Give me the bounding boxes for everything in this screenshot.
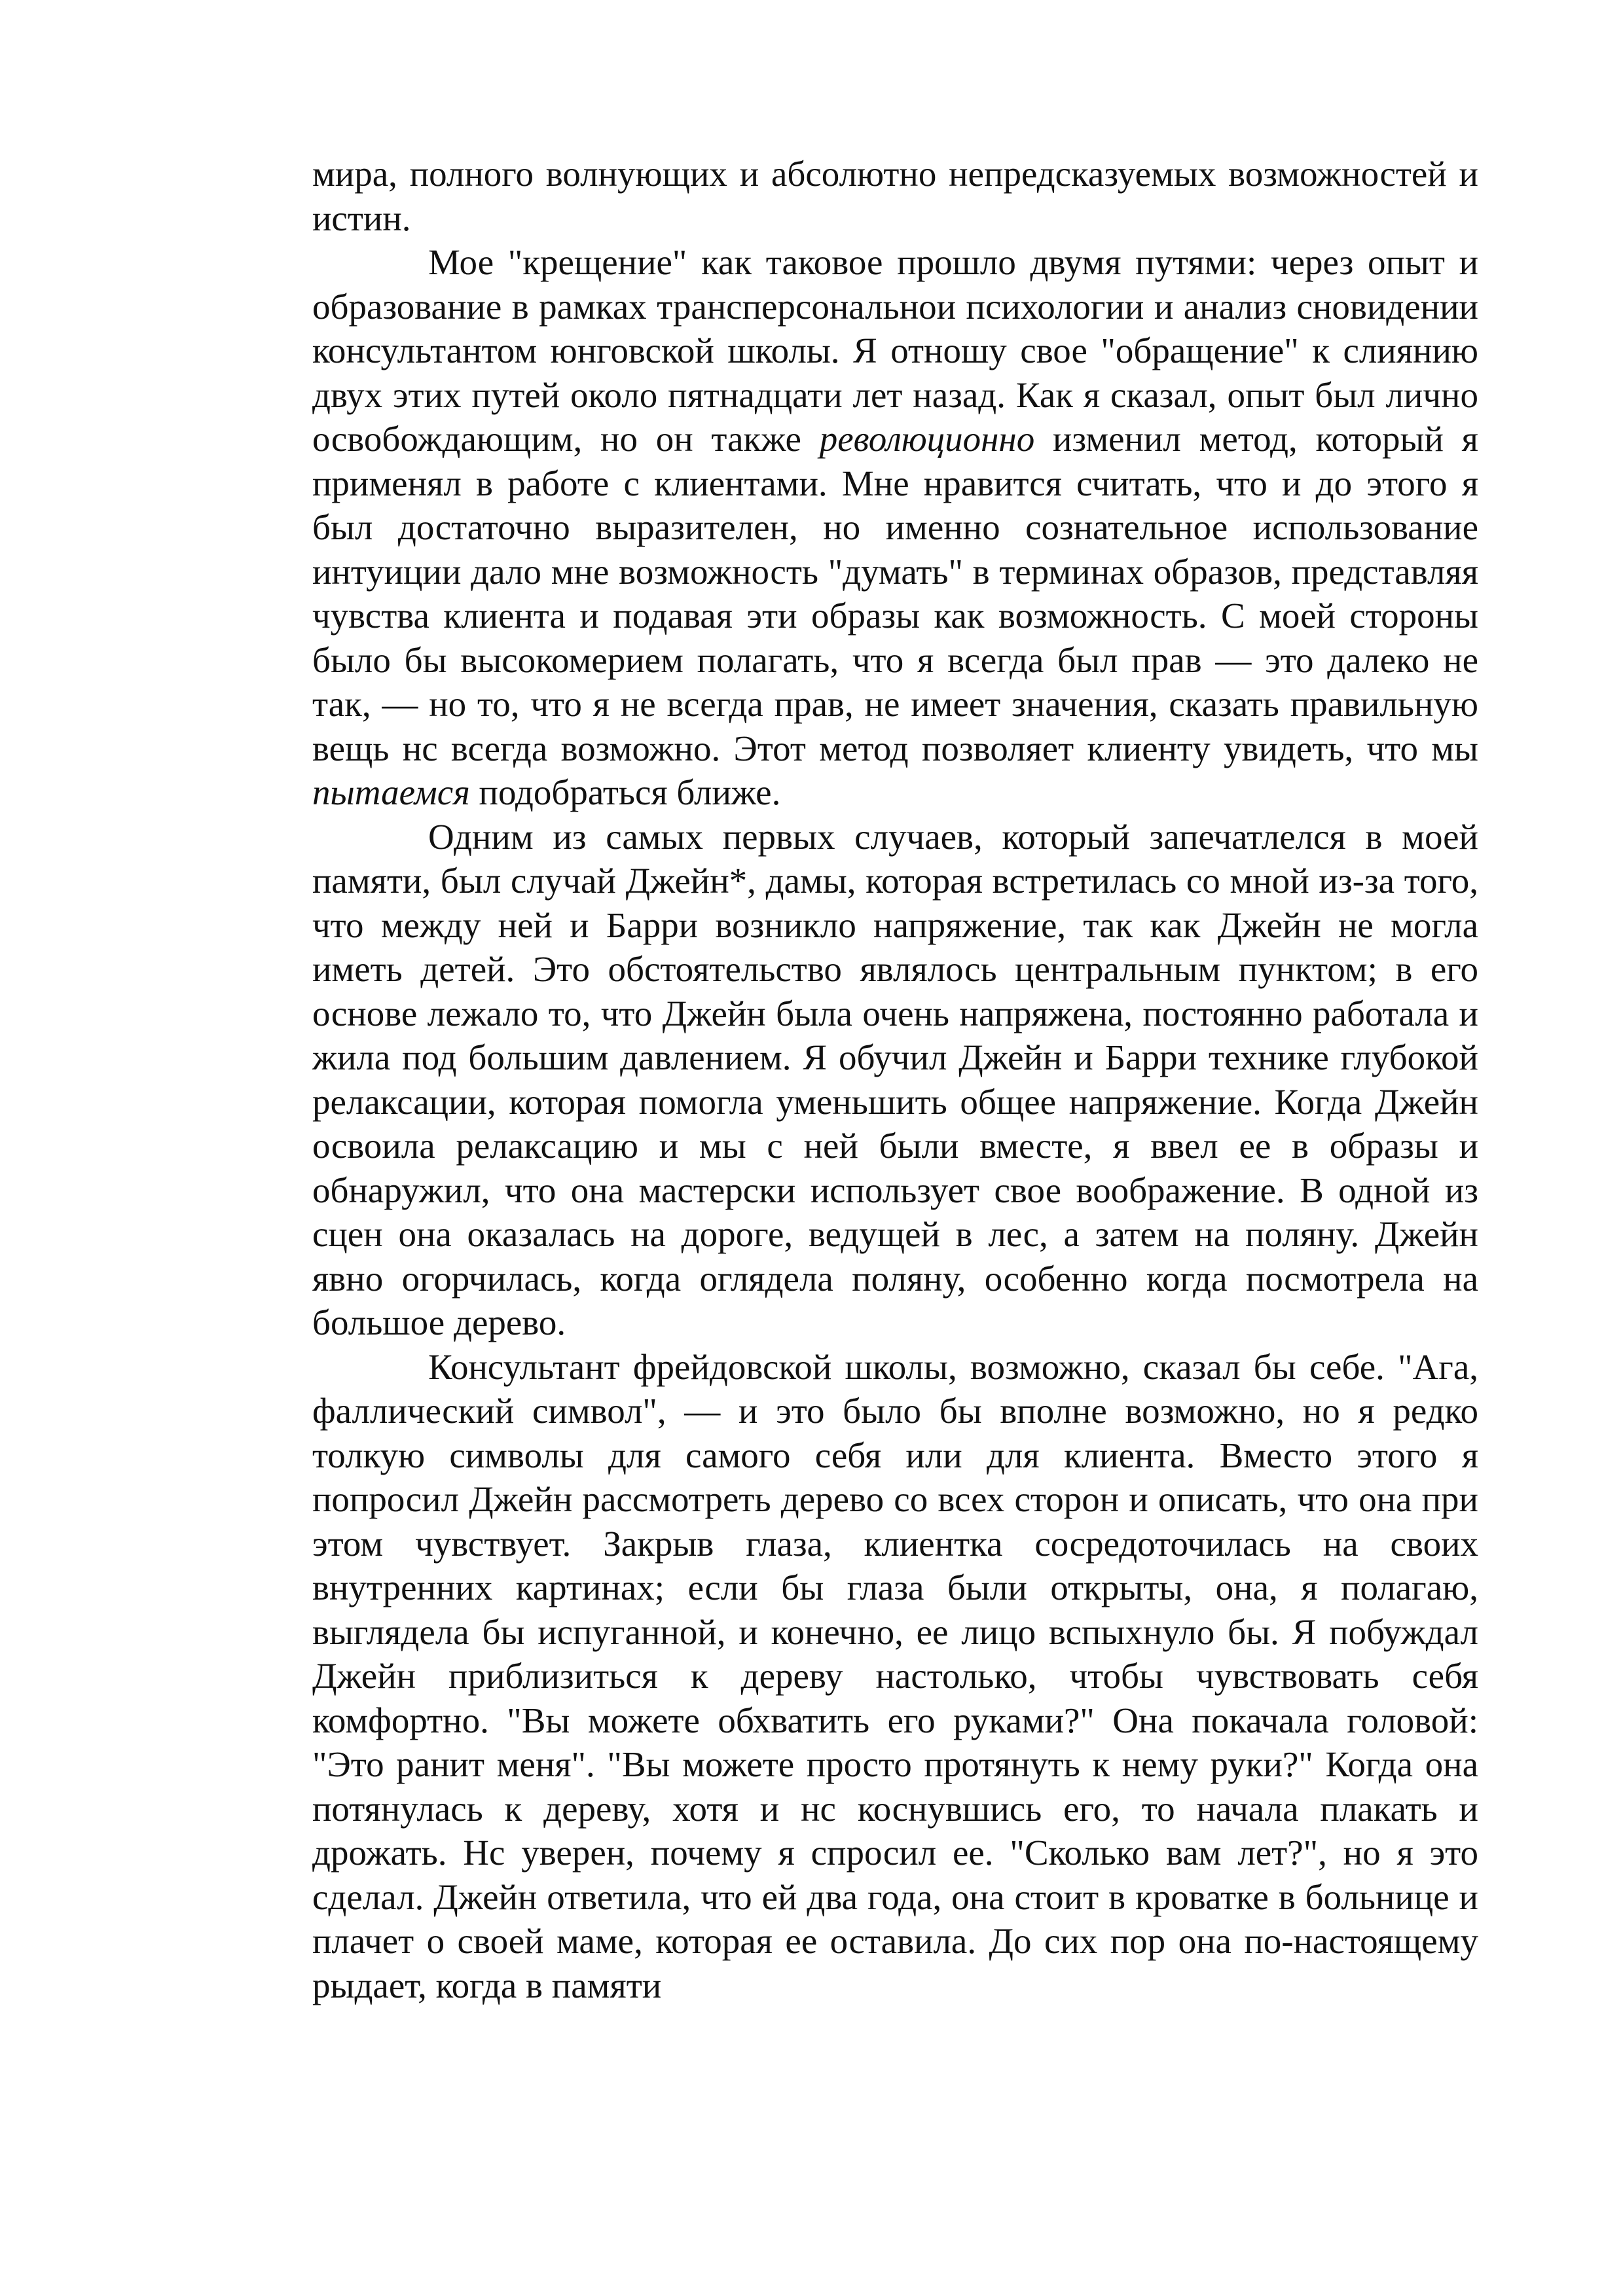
text-segment: изменил метод, который я применял в работе с клиентами. Мне нравится считать, что и до этого я был достаточно выразителен, но именно сознательное использование интуиции дало мне возможность "думать" в терминах образов, представляя чувства клиента и подавая эти образы как возможность. С моей стороны было бы высокомерием полагать, что я всегда был прав — это далеко не так, — но то, что я не всегда прав, не имеет значения, сказать правильную вещь нс всегда возможно. Этот метод позволяет клиенту увидеть, что мы: [312, 419, 1478, 768]
italic-text-segment: пытаемся: [312, 772, 470, 812]
text-segment: Одним из самых первых случаев, который запечатлелся в моей памяти, был случай Джейн*, дамы, которая встретилась со мной из-за того, что между ней и Барри возникло напряжение, так как Джейн не могла иметь детей. Это обстоятельство являлось центральным пунктом; в его основе лежало то, что Джейн была очень напряжена, постоянно работала и жила под большим давлением. Я обучил Джейн и Барри технике глубокой релаксации, которая помогла уменьшить общее напряжение. Когда Джейн освоила релаксацию и мы с ней были вместе, я ввел ее в образы и обнаружил, что она мастерски использует свое воображение. В одной из сцен она оказалась на дороге, ведущей в лес, а затем на поляну. Джейн явно огорчилась, когда оглядела поляну, особенно когда посмотрела на большое дерево.: [312, 816, 1478, 1342]
paragraph-2: [312, 240, 1478, 815]
text-segment: Консультант фрейдовской школы, возможно, сказал бы себе. "Ага, фаллический символ", — и это было бы вполне возможно, но я редко толкую символы для самого себя или для клиента. Вместо этого я попросил Джейн рассмотреть дерево со всех сторон и описать, что она при этом чувствует. Закрыв глаза, клиентка сосредоточилась на своих внутренних картинах; если бы глаза были открыты, она, я полагаю, выглядела бы испуганной, и конечно, ее лицо вспыхнуло бы. Я побуждал Джейн приблизиться к дереву настолько, чтобы чувствовать себя комфортно. "Вы можете обхватить его руками?" Она покачала головой: "Это ранит меня". "Вы можете просто протянуть к нему руки?" Когда она потянулась к дереву, хотя и нс коснувшись его, то начала плакать и дрожать. Нс уверен, почему я спросил ее. "Сколько вам лет?", но я это сделал. Джейн ответила, что ей два года, она стоит в кроватке в больнице и плачет о своей маме, которая ее оставила. До сих пор она по-настоящему рыдает, когда в памяти: [312, 1346, 1478, 2005]
paragraph-3: [312, 815, 1478, 1345]
text-segment: подобраться ближе.: [469, 772, 781, 812]
body-text: [312, 152, 1478, 2007]
paragraph-4: [312, 1345, 1478, 2008]
text-segment: Мое "крещение" как таковое прошло двумя путями: через опыт и образование в рамках трансперсональнои психологии и анализ сновидении консультантом юнговской школы. Я отношу свое "обращение" к слиянию двух этих путей около пятнадцати лет назад. Как я сказал, опыт был лично освобождающим, но он также: [312, 242, 1478, 459]
paragraph-1: [312, 152, 1478, 240]
italic-text-segment: революционно: [819, 419, 1035, 459]
text-segment: мира, полного волнующих и абсолютно непредсказуемых возможностей и истин.: [312, 154, 1478, 238]
